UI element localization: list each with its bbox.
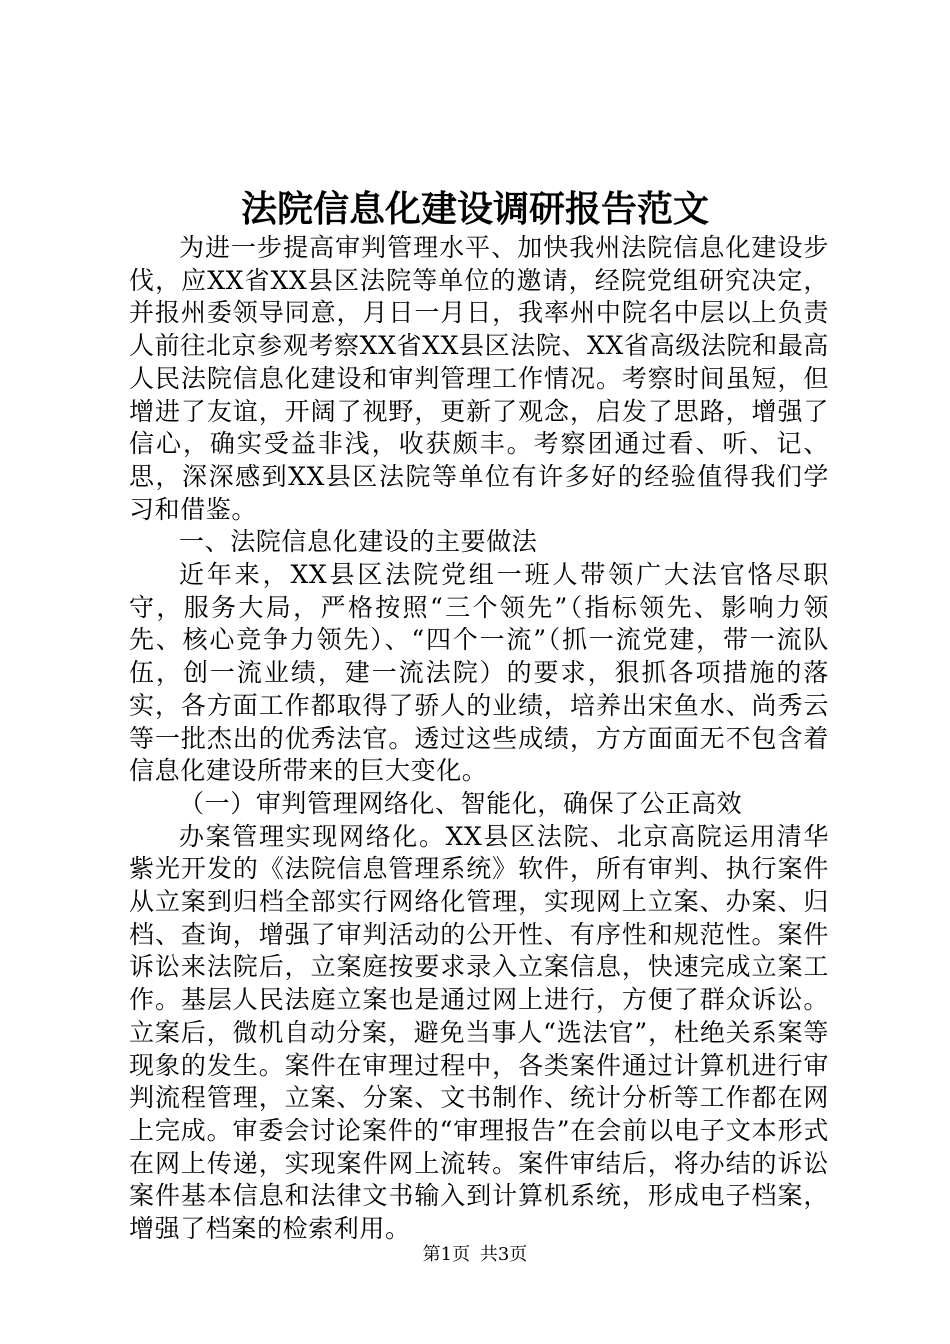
document-title: 法院信息化建设调研报告范文: [240, 189, 709, 230]
page-footer: [0, 1243, 950, 1267]
paragraph-intro: 为进一步提高审判管理水平、加快我州法院信息化建设步伐，应XX省XX县区法院等单位的邀请，经院党组研究决定，并报州委领导同意，月日一月日，我率州中院名中层以上负责人前往北京参观考察XX省XX县区法院、XX省高级法院和最高人民法院信息化建设和审判管理工作情况。考察时间虽短，但增进了友谊，开阔了视野，更新了观念，启发了思路，增强了信心，确实受益非浅，收获颇丰。考察团通过看、听、记、思，深深感到XX县区法院等单位有许多好的经验值得我们学习和借鉴。: [129, 233, 829, 524]
paragraph-overview: 近年来，XX县区法院党组一班人带领广大法官恪尽职守，服务大局，严格按照“三个领先”（指标领先、影响力领先、核心竞争力领先）、“四个一流”（抓一流党建，带一流队伍，创一流业绩，建一流法院）的要求，狠抓各项措施的落实，各方面工作都取得了骄人的业绩，培养出宋鱼水、尚秀云等一批杰出的优秀法官。透过这些成绩，方方面面无不包含着信息化建设所带来的巨大变化。: [129, 560, 829, 786]
document-body: [129, 232, 829, 1246]
section-heading-1: 一、法院信息化建设的主要做法: [179, 527, 538, 557]
subsection-heading-1: （一）审判管理网络化、智能化，确保了公正高效: [179, 788, 743, 818]
paragraph-case-management: 办案管理实现网络化。XX县区法院、北京高院运用清华紫光开发的《法院信息管理系统》软件，所有审判、执行案件从立案到归档全部实行网络化管理，实现网上立案、办案、归档、查询，增强了审判活动的公开性、有序性和规范性。案件诉讼来法院后，立案庭按要求录入立案信息，快速完成立案工作。基层人民法庭立案也是通过网上进行，方便了群众诉讼。立案后，微机自动分案，避免当事人“选法官”，杜绝关系案等现象的发生。案件在审理过程中，各类案件通过计算机进行审判流程管理，立案、分案、文书制作、统计分析等工作都在网上完成。审委会讨论案件的“审理报告”在会前以电子文本形式在网上传递，实现案件网上流转。案件审结后，将办结的诉讼案件基本信息和法律文书输入到计算机系统，形成电子档案，增强了档案的检索利用。: [129, 821, 829, 1244]
page-number: 第1页: [422, 1244, 471, 1265]
page-total: 共3页: [479, 1244, 528, 1265]
